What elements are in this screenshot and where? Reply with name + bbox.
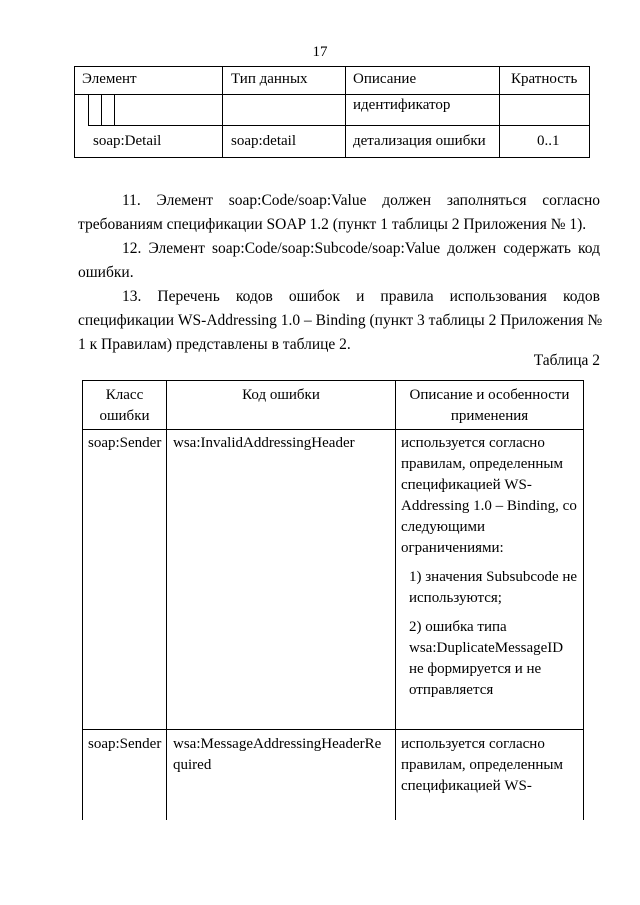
row-multiplicity: 0..1 [537,133,560,149]
header-error-class: Класс ошибки [99,387,150,424]
row-description: используется согласно правилам, определенным спецификацией WS- [401,736,563,794]
elements-table [74,66,590,158]
header-error-code: Код ошибки [242,387,320,403]
row-description: используется согласно правилам, определенным спецификацией WS- Addressing 1.0 – Binding, со следующими ограничениями: 1) значения Subsubcode не используются; 2) ошибка типа wsa:DuplicateMessageID не формируется и не отправляется [401,433,577,701]
paragraph-12: 12. Элемент soap:Code/soap:Subcode/soap:Value должен содержать код ошибки. [78,240,600,281]
table-caption: Таблица 2 [533,352,600,369]
row-element: soap:Detail [93,133,162,149]
row-error-class: soap:Sender [88,435,162,451]
row-error-code: wsa:InvalidAddressingHeader [173,435,355,451]
paragraph-11: 11. Элемент soap:Code/soap:Value должен заполняться согласно требованиям спецификации SOAP 1.2 (пункт 1 таблицы 2 Приложения № 1). [78,192,600,233]
header-description: Описание [353,71,417,87]
row-description: идентификатор [353,97,451,113]
restriction-item: 1) значения Subsubcode не используются; [409,569,578,606]
row-error-class: soap:Sender [88,736,162,752]
row-data-type: soap:detail [231,133,296,149]
error-codes-table [82,380,584,820]
row-description: детализация ошибки [353,133,486,149]
header-multiplicity: Кратность [511,71,578,87]
restriction-item: 2) ошибка типа wsa:DuplicateMessageID не формируется и не отправляется [409,619,564,698]
header-element: Элемент [82,71,137,87]
row-error-code: wsa:MessageAddressingHeaderRe quired [173,736,382,773]
paragraph-13: 13. Перечень кодов ошибок и правила использования кодов спецификации WS-Addressing 1.0 – Binding (пункт 3 таблицы 2 Приложения № 1 к Правилам) представлены в таблице 2. [78,288,603,353]
header-description: Описание и особенности применения [409,387,570,424]
page-number: 17 [312,44,328,60]
header-data-type: Тип данных [231,71,308,87]
